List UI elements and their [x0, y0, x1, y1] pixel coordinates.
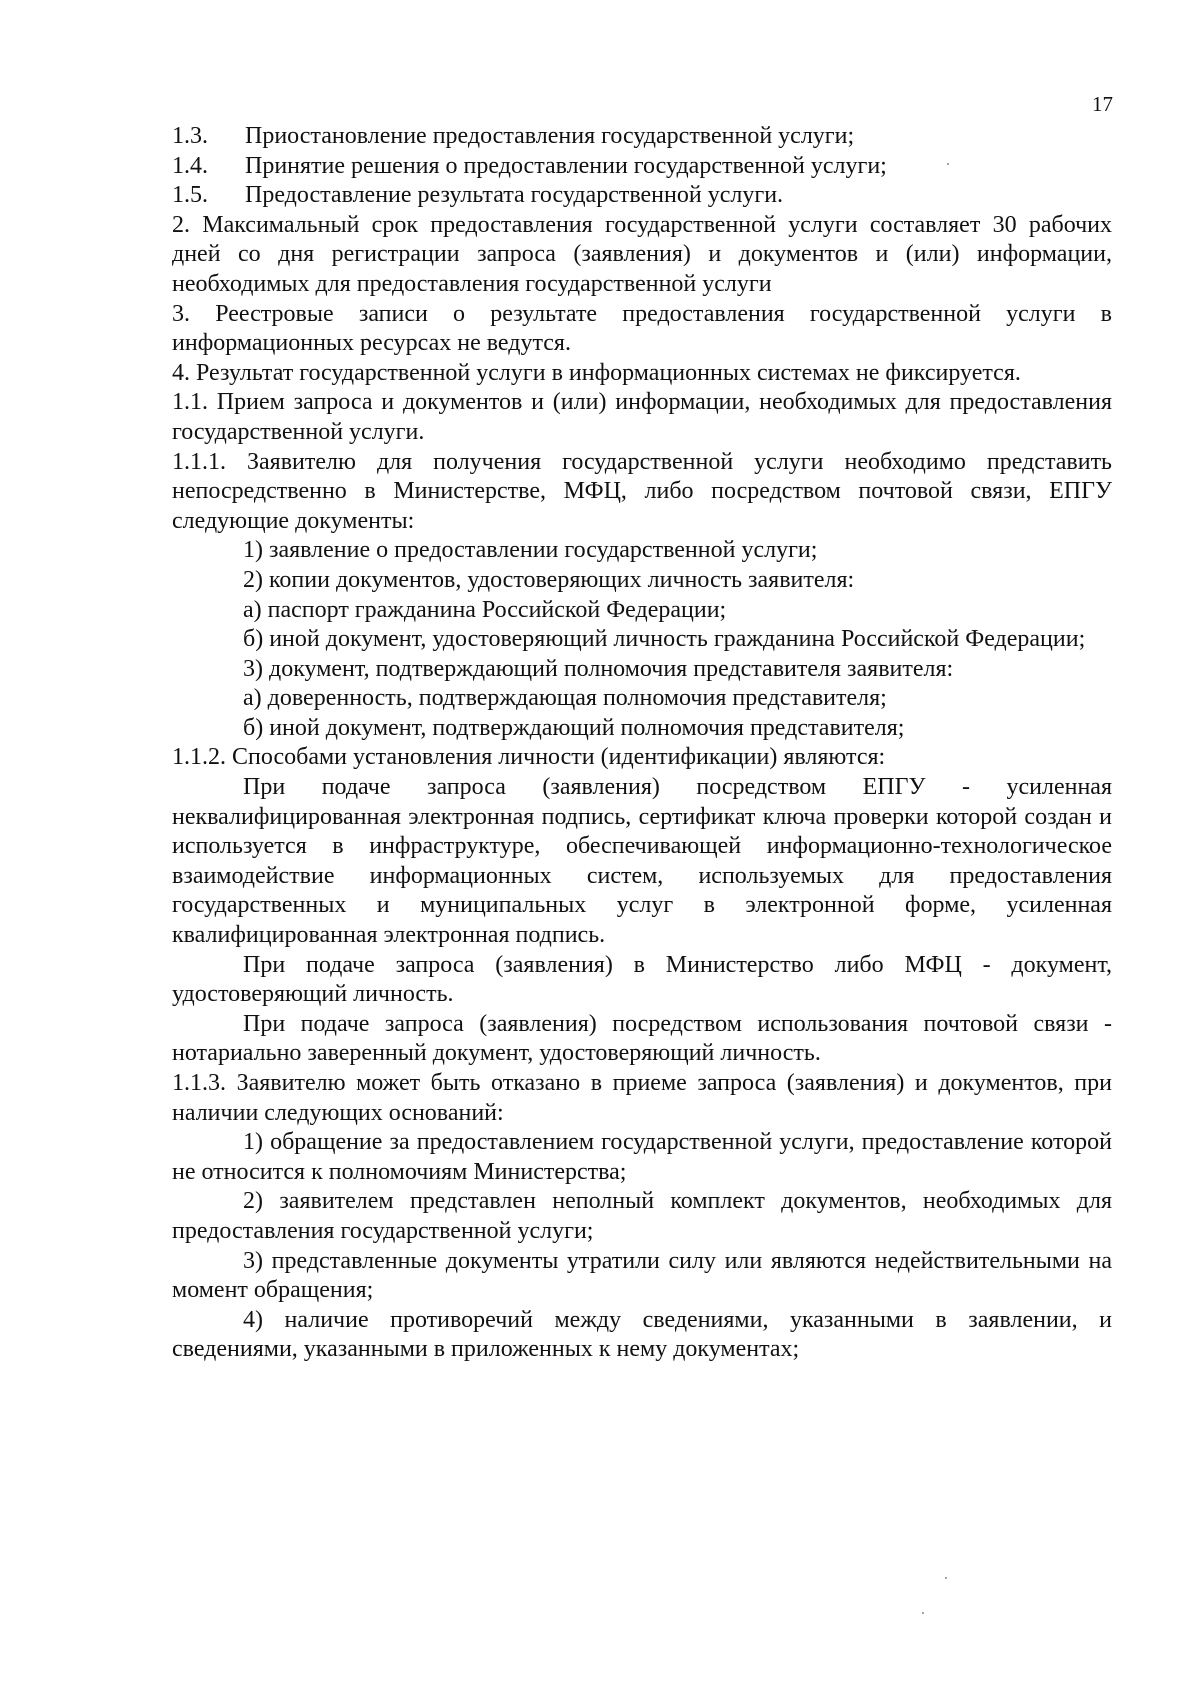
list-item	[172, 152, 1112, 182]
item-text: Принятие решения о предоставлении государственной услуги;	[245, 152, 887, 179]
list-item: б) иной документ, удостоверяющий личность гражданина Российской Федерации;	[243, 626, 1086, 653]
list-item	[172, 122, 1112, 152]
list-item: 1) обращение за предоставлением государственной услуги, предоставление которой не относится к полномочиям Министерства;	[172, 1129, 1112, 1185]
scan-speck	[947, 163, 949, 165]
list-item: 2) заявителем представлен неполный комплект документов, необходимых для предоставления государственной услуги;	[172, 1188, 1112, 1244]
paragraph-identification-methods: 1.1.2. Способами установления личности (идентификации) являются:	[172, 744, 886, 771]
scan-speck	[945, 1577, 947, 1579]
item-text: Предоставление результата государственной услуги.	[245, 182, 784, 209]
list-item: 1) заявление о предоставлении государственной услуги;	[243, 537, 818, 564]
paragraph-request-reception: 1.1. Прием запроса и документов и (или) информации, необходимых для предоставления государственной услуги.	[172, 389, 1112, 445]
paragraph-identification-mail: При подаче запроса (заявления) посредством использования почтовой связи - нотариально заверенный документ, удостоверяющий личность.	[172, 1010, 1112, 1067]
paragraph-max-term: 2. Максимальный срок предоставления государственной услуги составляет 30 рабочих дней со дня регистрации запроса (заявления) и документов и (или) информации, необходимых для предоставления государственной услуги	[172, 211, 1112, 297]
paragraph-identification-office: При подаче запроса (заявления) в Министерство либо МФЦ - документ, удостоверяющий личность.	[172, 951, 1112, 1008]
list-item: б) иной документ, подтверждающий полномочия представителя;	[243, 714, 905, 741]
paragraph-refusal-grounds: 1.1.3. Заявителю может быть отказано в приеме запроса (заявления) и документов, при наличии следующих оснований:	[172, 1070, 1112, 1126]
item-number: 1.3.	[172, 123, 208, 149]
item-number: 1.4.	[172, 152, 208, 179]
paragraph-result-fixation: 4. Результат государственной услуги в информационных системах не фиксируется.	[172, 359, 1021, 386]
list-item: 3) представленные документы утратили силу или являются недействительными на момент обращения;	[172, 1247, 1112, 1304]
list-item	[172, 181, 1112, 211]
paragraph-identification-epgu: При подаче запроса (заявления) посредством ЕПГУ - усиленная неквалифицированная электронная подпись, сертификат ключа проверки которой создан и используется в инфраструктуре, обеспечивающей информационно-технологическое взаимодействие информационных систем, используемых для предоставления государственных и муниципальных услуг в электронной форме, усиленная квалифицированная электронная подпись.	[172, 774, 1112, 949]
paragraph-required-documents: 1.1.1. Заявителю для получения государственной услуги необходимо представить непосредственно в Министерстве, МФЦ, либо посредством почтовой связи, ЕПГУ следующие документы:	[172, 448, 1112, 534]
list-item: 4) наличие противоречий между сведениями, указанными в заявлении, и сведениями, указанными в приложенных к нему документах;	[172, 1306, 1112, 1363]
paragraph-registry-records: 3. Реестровые записи о результате предоставления государственной услуги в информационных ресурсах не ведутся.	[172, 300, 1112, 357]
list-item: 2) копии документов, удостоверяющих личность заявителя:	[243, 566, 855, 593]
list-item: а) доверенность, подтверждающая полномочия представителя;	[243, 685, 887, 712]
scan-speck	[922, 1612, 924, 1614]
list-item: 3) документ, подтверждающий полномочия представителя заявителя:	[243, 655, 954, 682]
list-item: а) паспорт гражданина Российской Федерации;	[243, 596, 727, 623]
item-number: 1.5.	[172, 182, 208, 209]
page-number: 17	[1092, 92, 1113, 116]
item-text: Приостановление предоставления государственной услуги;	[245, 123, 855, 149]
document-body	[172, 122, 1112, 1365]
